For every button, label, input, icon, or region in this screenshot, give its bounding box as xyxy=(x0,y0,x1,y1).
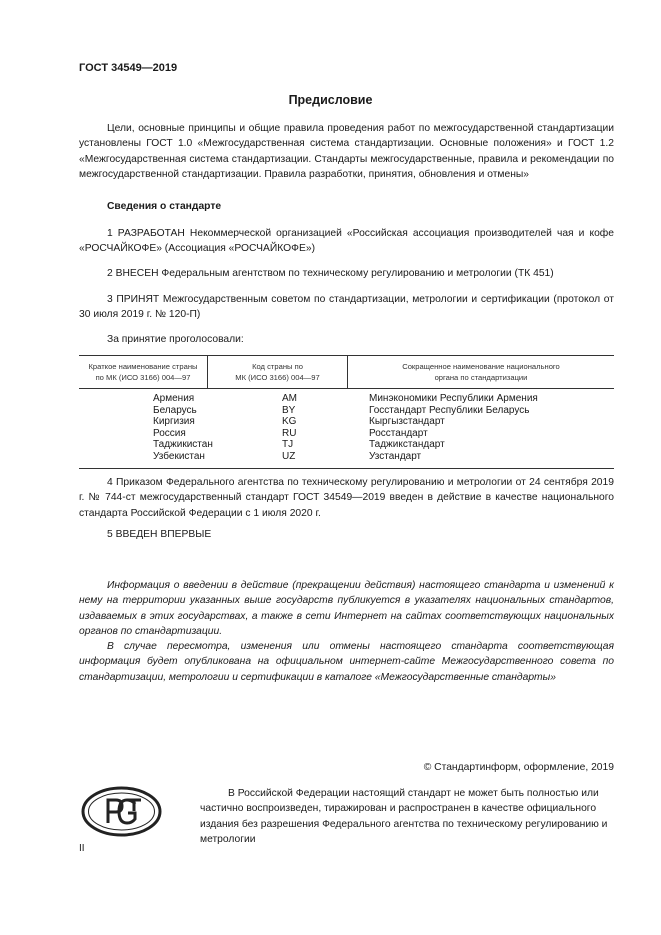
info-paragraph: В случае пересмотра, изменения или отмены настоящего стандарта соответствующая информация будет опубликована на официальном интернет-сайте Межгосударственного совета по стандартизации, метрологии и сертификации в каталоге «Межгосударственные стандарты» xyxy=(79,641,614,683)
cell-code: UZ xyxy=(282,450,296,462)
countries-table xyxy=(79,355,614,469)
info-paragraph: Информация о введении в действие (прекращении действия) настоящего стандарта и изменений к нему на территории указанных выше государств публикуется в указателях национальных стандартов, издаваемых в этих государствах, а также в сети Интернет на сайтах соответствующих национальных органов по стандартизации. xyxy=(79,580,614,637)
header-country: Краткое наименование страны по МК (ИСО 3166) 004—97 xyxy=(79,356,208,388)
document-code: ГОСТ 34549—2019 xyxy=(79,62,178,74)
item-first-time: 5 ВВЕДЕН ВПЕРВЫЕ xyxy=(107,529,212,540)
table-body xyxy=(79,389,614,468)
rst-logo-icon xyxy=(81,786,162,837)
intro-paragraph: Цели, основные принципы и общие правила проведения работ по межгосударственной стандартизации установлены ГОСТ 1.0 «Межгосударственная система стандартизации. Основные положения» и ГОСТ 1.2 «Межгосударственная система стандартизации. Стандарты межгосударственные, правила и рекомендации по межгосударственной стандартизации. Правила разработки, принятия, обновления и отмены» xyxy=(79,123,614,180)
page-title: Предисловие xyxy=(288,93,373,107)
cell-code: TJ xyxy=(282,439,294,451)
cell-code: KG xyxy=(282,416,297,428)
cell-country: Беларусь xyxy=(153,404,197,416)
cell-agency: Госстандарт Республики Беларусь xyxy=(369,404,530,416)
item-introduced: 2 ВНЕСЕН Федеральным агентством по техническому регулированию и метрологии (ТК 451) xyxy=(107,268,554,279)
cell-country: Узбекистан xyxy=(153,450,205,462)
cell-country: Россия xyxy=(153,427,186,439)
cell-code: RU xyxy=(282,427,297,439)
cell-agency: Минэкономики Республики Армения xyxy=(369,393,538,404)
table-row xyxy=(79,439,614,451)
table-row xyxy=(79,393,614,405)
cell-agency: Росстандарт xyxy=(369,427,428,439)
voted-label: За принятие проголосовали: xyxy=(107,334,244,345)
cell-agency: Таджикстандарт xyxy=(369,439,445,451)
item-developed: 1 РАЗРАБОТАН Некоммерческой организацией «Российская ассоциация производителей чая и кофе «РОСЧАЙКОФЕ» (Ассоциация «РОСЧАЙКОФЕ») xyxy=(79,228,614,255)
cell-code: AM xyxy=(282,393,297,404)
table-row xyxy=(79,405,614,417)
table-row xyxy=(79,451,614,463)
table-row xyxy=(79,428,614,440)
cell-agency: Кыргызстандарт xyxy=(369,416,445,428)
item-order: 4 Приказом Федерального агентства по техническому регулированию и метрологии от 24 сентября 2019 г. № 744-ст межгосударственный стандарт ГОСТ 34549—2019 введен в действие в качестве национального стандарта Российской Федерации с 1 июля 2020 г. xyxy=(79,477,614,519)
section-title: Сведения о стандарте xyxy=(107,201,222,212)
legal-notice: В Российской Федерации настоящий стандарт не может быть полностью или частично воспроизведен, тиражирован и распространен в качестве официального издания без разрешения Федерального агентства по техническому регулированию и метрологии xyxy=(200,788,608,845)
cell-country: Киргизия xyxy=(153,416,195,428)
table-row xyxy=(79,416,614,428)
cell-code: BY xyxy=(282,404,296,416)
copyright: © Стандартинформ, оформление, 2019 xyxy=(423,762,614,773)
header-agency: Сокращенное наименование национального органа по стандартизации xyxy=(402,362,560,382)
cell-agency: Узстандарт xyxy=(369,450,422,462)
cell-country: Армения xyxy=(153,393,195,404)
item-adopted: 3 ПРИНЯТ Межгосударственным советом по стандартизации, метрологии и сертификации (протокол от 30 июля 2019 г. № 120-П) xyxy=(79,294,614,321)
header-code: Код страны по МК (ИСО 3166) 004—97 xyxy=(208,356,348,388)
info-block xyxy=(79,578,614,685)
table-header xyxy=(79,356,614,389)
cell-country: Таджикистан xyxy=(153,439,213,451)
page-number: II xyxy=(79,843,85,854)
